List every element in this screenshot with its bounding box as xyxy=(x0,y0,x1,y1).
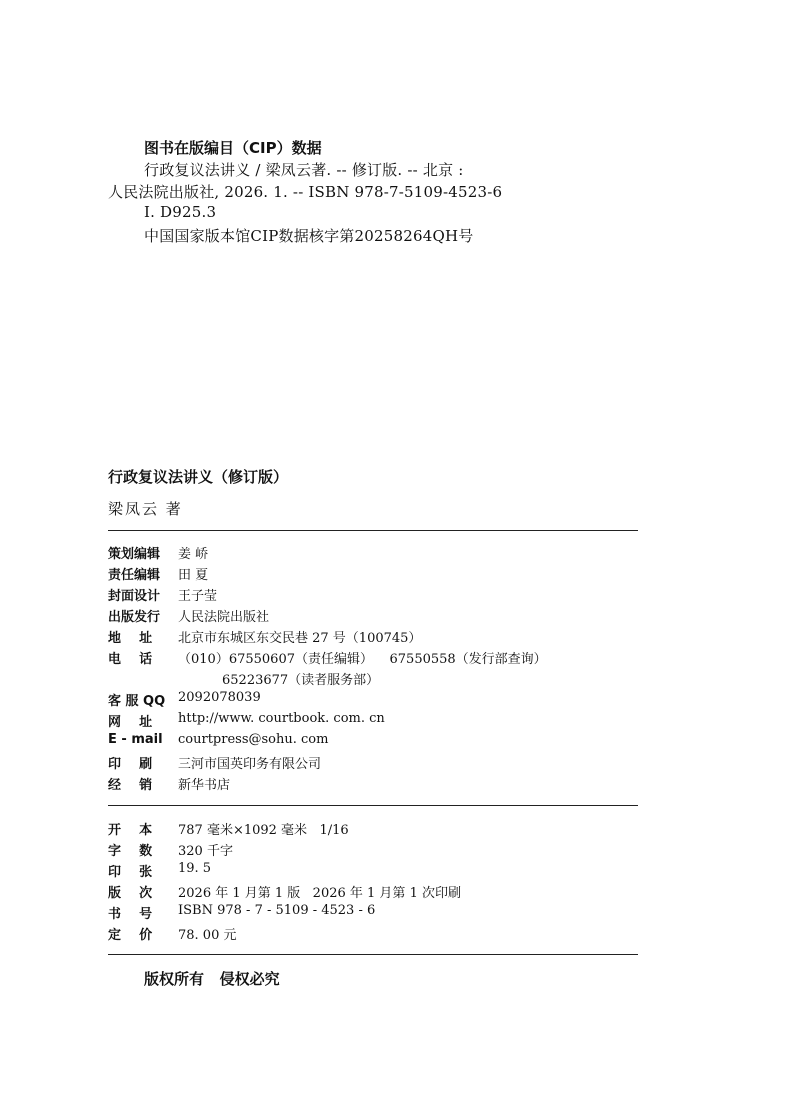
spec-label: 书 号 xyxy=(108,907,153,922)
credit-value: 2092078039 xyxy=(178,690,261,705)
copyright-notice: 版权所有 侵权必究 xyxy=(144,970,280,988)
spec-value: ISBN 978 - 7 - 5109 - 4523 - 6 xyxy=(178,903,376,918)
credit-label: 印 刷 xyxy=(108,757,153,772)
credit-value: courtpress@sohu. com xyxy=(178,732,329,747)
book-title: 行政复议法讲义（修订版） xyxy=(108,468,289,486)
credit-value: http://www. courtbook. com. cn xyxy=(178,711,385,726)
cip-line-3: Ⅰ. D925.3 xyxy=(144,203,217,221)
divider-bottom xyxy=(108,954,638,955)
spec-value: 2026 年 1 月第 1 版 2026 年 1 月第 1 次印刷 xyxy=(178,886,461,901)
credit-label: 责任编辑 xyxy=(108,568,161,583)
credit-label: 出版发行 xyxy=(108,610,161,625)
spec-label: 定 价 xyxy=(108,928,153,943)
credit-label: 网 址 xyxy=(108,715,153,730)
credit-label: E - mail xyxy=(108,732,163,747)
phone-continuation: 65223677（读者服务部） xyxy=(222,673,380,688)
credit-label: 客 服 QQ xyxy=(108,694,166,709)
spec-value: 19. 5 xyxy=(178,861,212,876)
credit-value: 人民法院出版社 xyxy=(178,610,270,625)
spec-label: 字 数 xyxy=(108,844,153,859)
credit-value: 北京市东城区东交民巷 27 号（100745） xyxy=(178,631,422,646)
credit-value: （010）67550607（责任编辑） 67550558（发行部查询） xyxy=(178,652,547,667)
spec-label: 开 本 xyxy=(108,823,153,838)
credit-value: 田 夏 xyxy=(178,568,209,583)
spec-value: 78. 00 元 xyxy=(178,928,237,943)
credit-label: 策划编辑 xyxy=(108,547,161,562)
spec-label: 印 张 xyxy=(108,865,153,880)
credit-value: 三河市国英印务有限公司 xyxy=(178,757,322,772)
spec-value: 787 毫米×1092 毫米 1/16 xyxy=(178,823,349,838)
cip-line-1: 行政复议法讲义 / 梁凤云著. -- 修订版. -- 北京 : xyxy=(144,161,464,179)
spec-value: 320 千字 xyxy=(178,844,233,859)
credit-value: 王子莹 xyxy=(178,589,218,604)
credit-label: 封面设计 xyxy=(108,589,161,604)
cip-line-4: 中国国家版本馆CIP数据核字第20258264QH号 xyxy=(144,227,474,245)
credit-value: 新华书店 xyxy=(178,778,231,793)
credit-label: 经 销 xyxy=(108,778,153,793)
credit-label: 电 话 xyxy=(108,652,153,667)
divider-middle xyxy=(108,805,638,806)
credit-value: 姜 峤 xyxy=(178,547,209,562)
credit-label: 地 址 xyxy=(108,631,153,646)
cip-line-2: 人民法院出版社, 2026. 1. -- ISBN 978-7-5109-4523-6 xyxy=(108,183,503,201)
cip-title: 图书在版编目（CIP）数据 xyxy=(144,139,322,157)
book-author: 梁凤云 著 xyxy=(108,500,183,518)
spec-label: 版 次 xyxy=(108,886,153,901)
divider-top xyxy=(108,530,638,531)
